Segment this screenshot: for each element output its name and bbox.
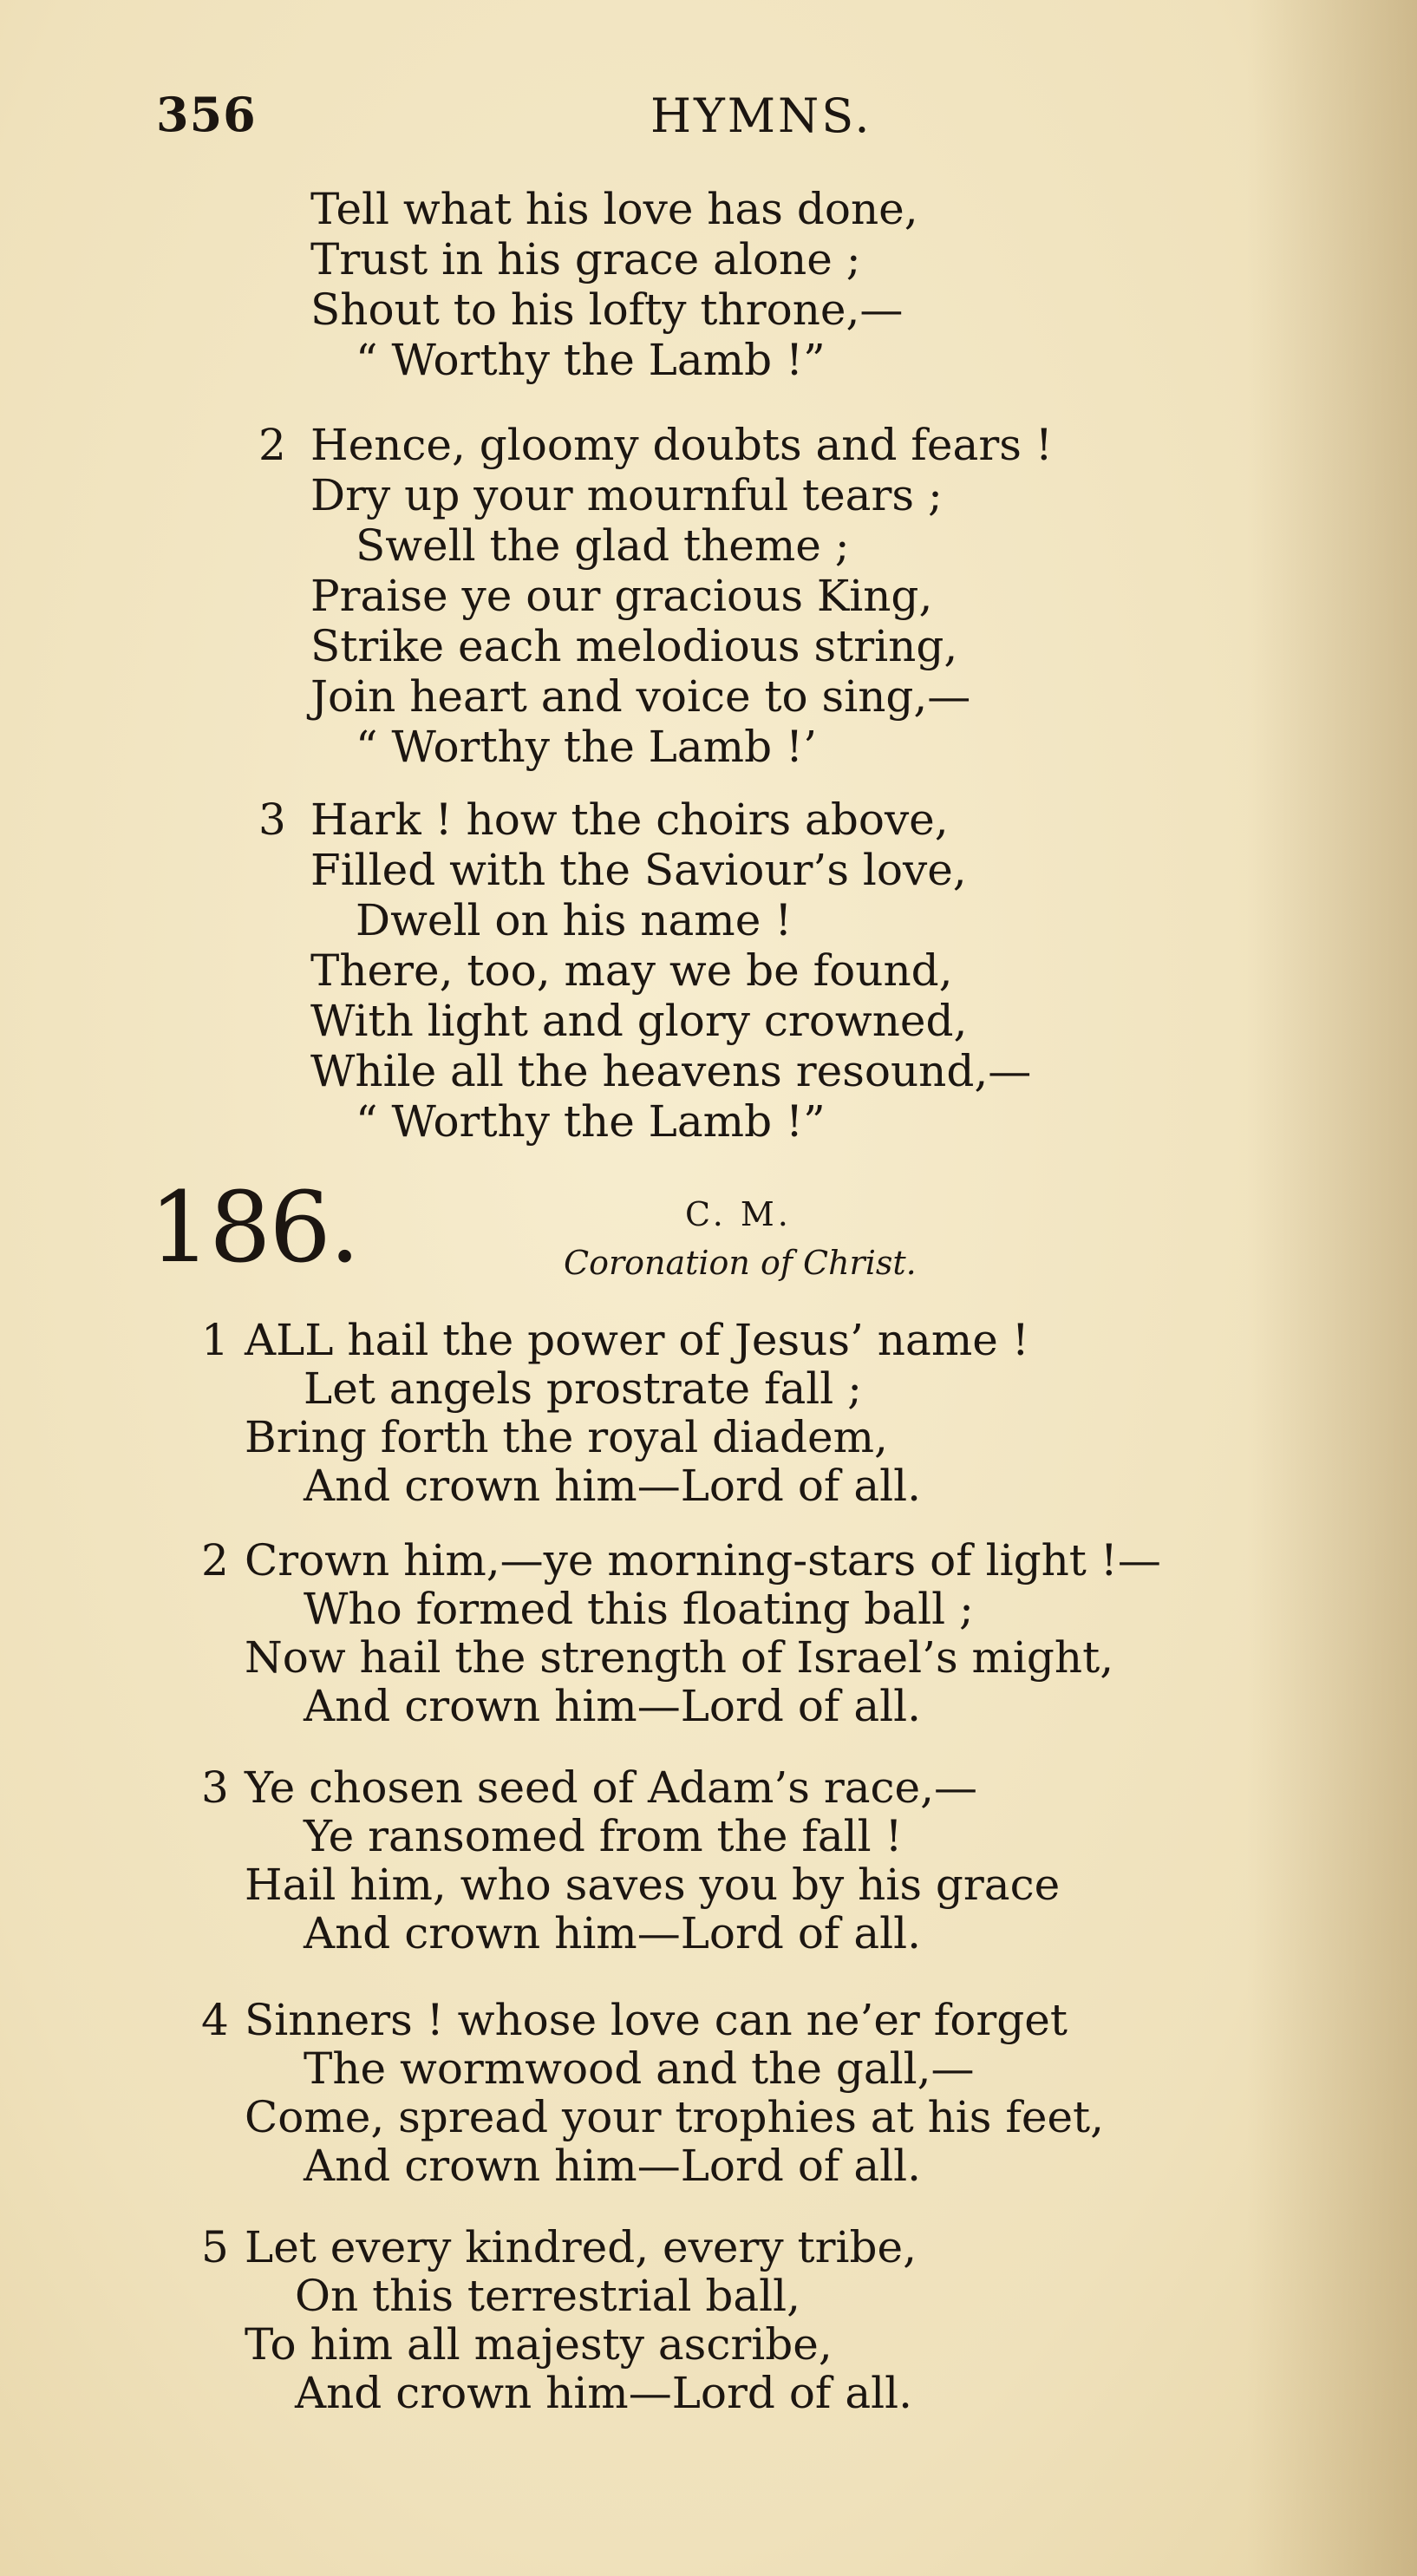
stanza-line: Shout to his lofty throne,— [310,284,904,335]
stanza-line: Filled with the Saviour’s love, [310,845,967,895]
verse-line: The wormwood and the gall,— [304,2043,975,2094]
verse-number: 2 [201,1535,229,1585]
stanza-line: Dry up your mournful tears ; [310,470,943,520]
verse-line: Ye chosen seed of Adam’s race,— [245,1762,978,1813]
stanza-line: “ Worthy the Lamb !” [356,1096,826,1147]
verse-line: Who formed this floating ball ; [304,1584,974,1634]
verse-line: Bring forth the royal diadem, [245,1412,888,1462]
verse-number: 1 [201,1315,229,1365]
verse-number: 5 [201,2222,229,2272]
verse-line: Let angels prostrate fall ; [304,1363,863,1414]
verse-line: Come, spread your trophies at his feet, [245,2092,1105,2142]
verse-line: And crown him—Lord of all. [304,1908,922,1958]
stanza-line: Trust in his grace alone ; [310,234,861,284]
hymn-title: Coronation of Christ. [564,1244,917,1282]
verse-line: And crown him—Lord of all. [295,2368,913,2418]
page-header [156,87,1301,147]
stanza-line: Hark ! how the choirs above, [310,794,949,845]
stanza-line: Swell the glad theme ; [356,520,850,571]
verse-number: 3 [258,794,286,845]
stanza-line: With light and glory crowned, [310,996,968,1046]
verse-line: And crown him—Lord of all. [304,1681,922,1731]
verse-number: 2 [258,420,286,470]
stanza-line: Praise ye our gracious King, [310,571,933,621]
stanza-line: While all the heavens resound,— [310,1046,1032,1096]
verse-line: Ye ransomed from the fall ! [304,1811,903,1861]
verse-line: Sinners ! whose love can ne’er forget [245,1995,1068,2045]
verse-line: And crown him—Lord of all. [304,2141,922,2191]
hymn-meter: C. M. [685,1195,792,1233]
stanza-line: Join heart and voice to sing,— [310,671,971,722]
verse-number: 3 [201,1762,229,1813]
verse-line: Crown him,—ye morning-stars of light !— [245,1535,1161,1585]
stanza-line: Tell what his love has done, [310,184,918,234]
verse-line: Let every kindred, every tribe, [245,2222,917,2272]
stanza-line: Strike each melodious string, [310,621,958,671]
verse-line: To him all majesty ascribe, [245,2319,833,2370]
verse-line: On this terrestrial ball, [295,2271,801,2321]
running-head: HYMNS. [650,88,872,143]
verse-line: And crown him—Lord of all. [304,1461,922,1511]
stanza-line: Hence, gloomy doubts and fears ! [310,420,1053,470]
verse-line: ALL hail the power of Jesus’ name ! [245,1315,1029,1365]
stanza-line: There, too, may we be found, [310,945,953,996]
stanza-line: “ Worthy the Lamb !” [356,335,826,385]
verse-line: Hail him, who saves you by his grace [245,1860,1061,1910]
verse-line: Now hail the strength of Israel’s might, [245,1632,1114,1683]
hymn-number: 186. [149,1172,359,1285]
verse-number: 4 [201,1995,229,2045]
stanza-line: “ Worthy the Lamb !’ [356,722,817,772]
stanza-line: Dwell on his name ! [356,895,793,945]
page-number: 356 [156,87,257,142]
